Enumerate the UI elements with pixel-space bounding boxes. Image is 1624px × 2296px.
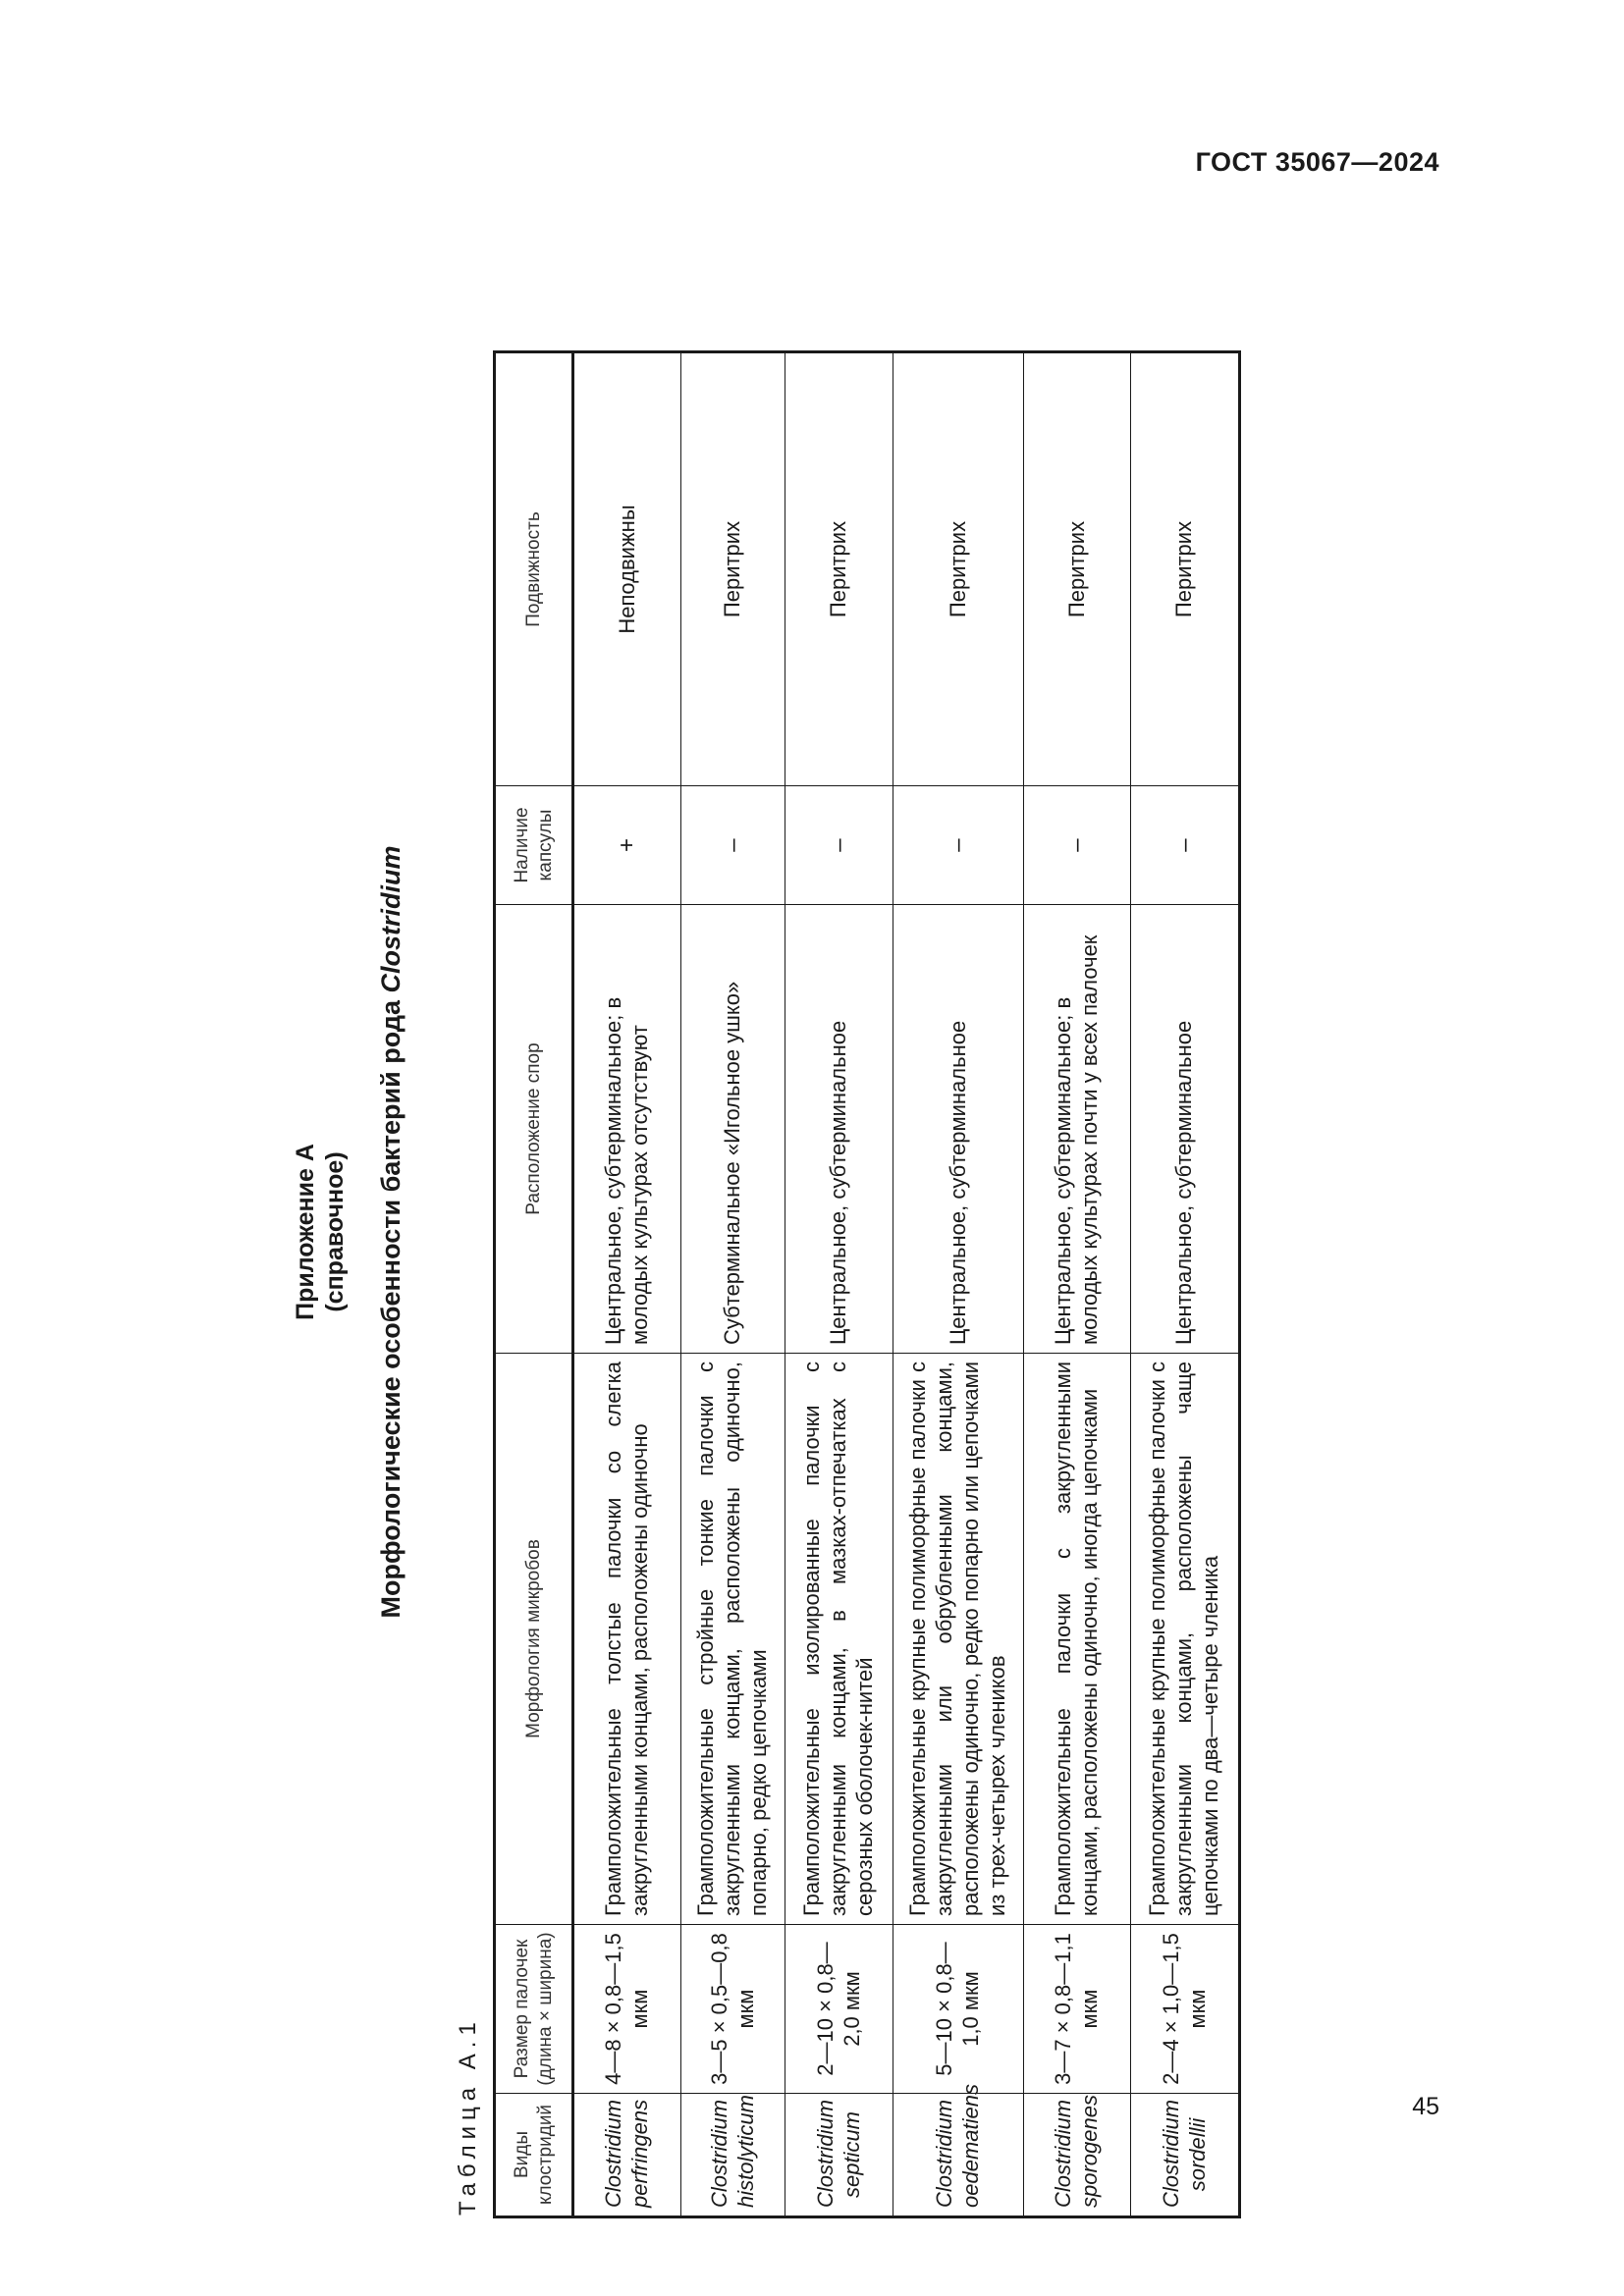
cell-capsule: –: [681, 786, 785, 905]
annex-subtitle: (справочное): [321, 1151, 349, 1312]
cell-size: 4—8 × 0,8—1,5 мкм: [573, 1925, 681, 2094]
cell-morphology: Грамположительные изолированные палочки с закругленными концами, в мазках-отпечатках с серозных оболочек-нитей: [785, 1354, 893, 1925]
table-row: [1024, 352, 1131, 2217]
cell-morphology: Грамположительные стройные тонкие палочки с закругленными концами, расположены одиночно, попарно, редко цепочками: [681, 1354, 785, 1925]
cell-morphology: Грамположительные крупные полиморфные палочки с закругленными концами, расположены чаще цепочками по два—четыре членика: [1131, 1354, 1240, 1925]
cell-motility: Перитрих: [893, 352, 1024, 786]
table-title-genus: Clostridium: [376, 845, 406, 993]
col-header-motility: Подвижность: [495, 352, 573, 786]
cell-spores: Центральное, субтерминальное: [893, 905, 1024, 1354]
page-number: 45: [1412, 2093, 1439, 2120]
cell-species: Clostridium histolyticum: [681, 2094, 785, 2217]
cell-motility: Неподвижны: [573, 352, 681, 786]
cell-capsule: –: [1131, 786, 1240, 905]
col-header-morphology: Морфология микробов: [495, 1354, 573, 1925]
cell-motility: Перитрих: [1131, 352, 1240, 786]
col-header-capsule: Наличие капсулы: [495, 786, 573, 905]
cell-capsule: –: [785, 786, 893, 905]
cell-species: Clostridium sporogenes: [1024, 2094, 1131, 2217]
table-title: [376, 236, 406, 2228]
table-row: [893, 352, 1024, 2217]
table-title-text: Морфологические особенности бактерий рода: [376, 992, 406, 1619]
cell-size: 3—5 × 0,5—0,8 мкм: [681, 1925, 785, 2094]
cell-spores: Центральное, субтерминальное; в молодых культурах почти у всех палочек: [1024, 905, 1131, 1354]
table-row: [1131, 352, 1240, 2217]
table-row: [785, 352, 893, 2217]
table-header-row: [495, 352, 573, 2217]
cell-size: 2—10 × 0,8—2,0 мкм: [785, 1925, 893, 2094]
cell-spores: Центральное, субтерминальное: [785, 905, 893, 1354]
cell-species: Clostridium septicum: [785, 2094, 893, 2217]
cell-size: 3—7 × 0,8—1,1 мкм: [1024, 1925, 1131, 2094]
col-header-size: Размер палочек (длина × ширина): [495, 1925, 573, 2094]
annex-title: Приложение А: [292, 1144, 319, 1320]
cell-spores: Субтерминальное «Игольное ушко»: [681, 905, 785, 1354]
cell-capsule: –: [893, 786, 1024, 905]
clostridium-table: [493, 350, 1241, 2218]
table-row: [681, 352, 785, 2217]
cell-motility: Перитрих: [681, 352, 785, 786]
cell-size: 2—4 × 1,0—1,5 мкм: [1131, 1925, 1240, 2094]
cell-capsule: +: [573, 786, 681, 905]
cell-motility: Перитрих: [1024, 352, 1131, 786]
col-header-species: Виды клостридий: [495, 2094, 573, 2217]
table-row: [573, 352, 681, 2217]
cell-morphology: Грамположительные палочки с закругленными концами, расположены одиночно, иногда цепочками: [1024, 1354, 1131, 1925]
cell-size: 5—10 × 0,8—1,0 мкм: [893, 1925, 1024, 2094]
table-label: Таблица А.1: [455, 2016, 481, 2216]
cell-morphology: Грамположительные толстые палочки со слегка закругленными концами, расположены одиночно: [573, 1354, 681, 1925]
cell-morphology: Грамположительные крупные полиморфные палочки с закругленными или обрубленными концами, расположены одиночно, редко попарно или цепочками из трех-четырех члеников: [893, 1354, 1024, 1925]
document-code: ГОСТ 35067—2024: [1195, 147, 1439, 177]
rotated-annex-block: [280, 236, 1321, 2228]
cell-capsule: –: [1024, 786, 1131, 905]
cell-species: Clostridium perfringens: [573, 2094, 681, 2217]
cell-species: Clostridium oedematiens: [893, 2094, 1024, 2217]
cell-motility: Перитрих: [785, 352, 893, 786]
cell-spores: Центральное, субтерминальное; в молодых культурах отсутствуют: [573, 905, 681, 1354]
cell-spores: Центральное, субтерминальное: [1131, 905, 1240, 1354]
col-header-spores: Расположение спор: [495, 905, 573, 1354]
cell-species: Clostridium sordellii: [1131, 2094, 1240, 2217]
